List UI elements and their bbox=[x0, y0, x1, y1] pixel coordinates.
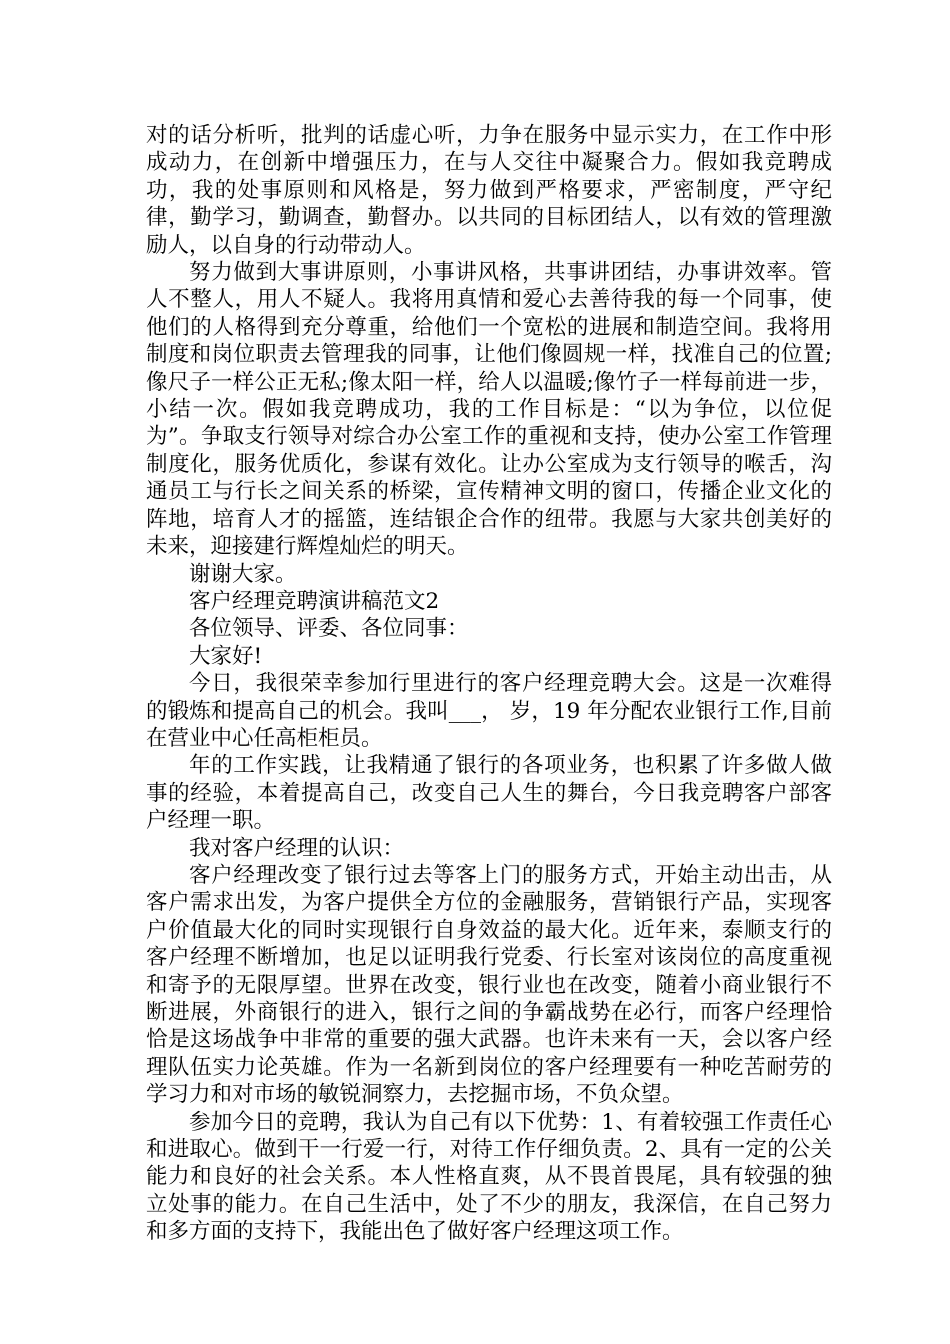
paragraph-advantages: 参加今日的竞聘，我认为自己有以下优势：1、有着较强工作责任心和进取心。做到干一行爱一行，对待工作仔细负责。2、具有一定的公关能力和良好的社会关系。本人性格直爽，从不畏首畏尾，具有较强的独立处事的能力。在自己生活中，处了不少的朋友，我深信，在自己努力和多方面的支持下，我能出色了做好客户经理这项工作。 bbox=[146, 1109, 832, 1245]
paragraph-2: 努力做到大事讲原则，小事讲风格，共事讲团结，办事讲效率。管人不整人，用人不疑人。我将用真情和爱心去善待我的每一个同事，使他们的人格得到充分尊重，给他们一个宽松的进展和制造空间。我将用制度和岗位职责去管理我的同事，让他们像圆规一样，找准自己的位置;像尺子一样公正无私;像太阳一样，给人以温暖;像竹子一样每前进一步，小结一次。假如我竞聘成功，我的工作目标是：“以为争位，以位促为”。争取支行领导对综合办公室工作的重视和支持，使办公室工作管理制度化，服务优质化，参谋有效化。让办公室成为支行领导的喉舌，沟通员工与行长之间关系的桥梁，宣传精神文明的窗口，传播企业文化的阵地，培育人才的摇篮，连结银企合作的纽带。我愿与大家共创美好的未来，迎接建行辉煌灿烂的明天。 bbox=[146, 260, 832, 560]
paragraph-thanks: 谢谢大家。 bbox=[189, 561, 297, 587]
document-body bbox=[146, 122, 832, 1246]
paragraph-1: 对的话分析听，批判的话虚心听，力争在服务中显示实力，在工作中形成动力，在创新中增强压力，在与人交往中凝聚合力。假如我竞聘成功，我的处事原则和风格是，努力做到严格要求，严密制度，严守纪律，勤学习，勤调查，勤督办。以共同的目标团结人，以有效的管理激励人，以自身的行动带动人。 bbox=[146, 123, 832, 258]
salutation: 各位领导、评委、各位同事： bbox=[189, 616, 469, 642]
paragraph-experience: 年的工作实践，让我精通了银行的各项业务，也积累了许多做人做事的经验，本着提高自己，改变自己人生的舞台，今日我竞聘客户部客户经理一职。 bbox=[146, 753, 832, 834]
greeting: 大家好! bbox=[189, 643, 263, 669]
section-title: 客户经理竞聘演讲稿范文2 bbox=[189, 588, 440, 614]
paragraph-understanding: 客户经理改变了银行过去等客上门的服务方式，开始主动出击，从客户需求出发，为客户提供全方位的金融服务，营销银行产品，实现客户价值最大化的同时实现银行自身效益的最大化。近年来，泰顺支行的客户经理不断增加，也足以证明我行党委、行长室对该岗位的高度重视和寄予的无限厚望。世界在改变，银行业也在改变，随着小商业银行不断进展，外商银行的进入，银行之间的争霸战势在必行，而客户经理恰恰是这场战争中非常的重要的强大武器。也许未来有一天，会以客户经理队伍实力论英雄。作为一名新到岗位的客户经理要有一种吃苦耐劳的学习力和对市场的敏锐洞察力，去挖掘市场，不负众望。 bbox=[146, 862, 832, 1108]
paragraph-heading-understanding: 我对客户经理的认识： bbox=[189, 835, 405, 861]
paragraph-intro: 今日，我很荣幸参加行里进行的客户经理竞聘大会。这是一次难得的锻炼和提高自己的机会。我叫___， 岁，19 年分配农业银行工作,目前在营业中心任高柜柜员。 bbox=[146, 671, 832, 751]
